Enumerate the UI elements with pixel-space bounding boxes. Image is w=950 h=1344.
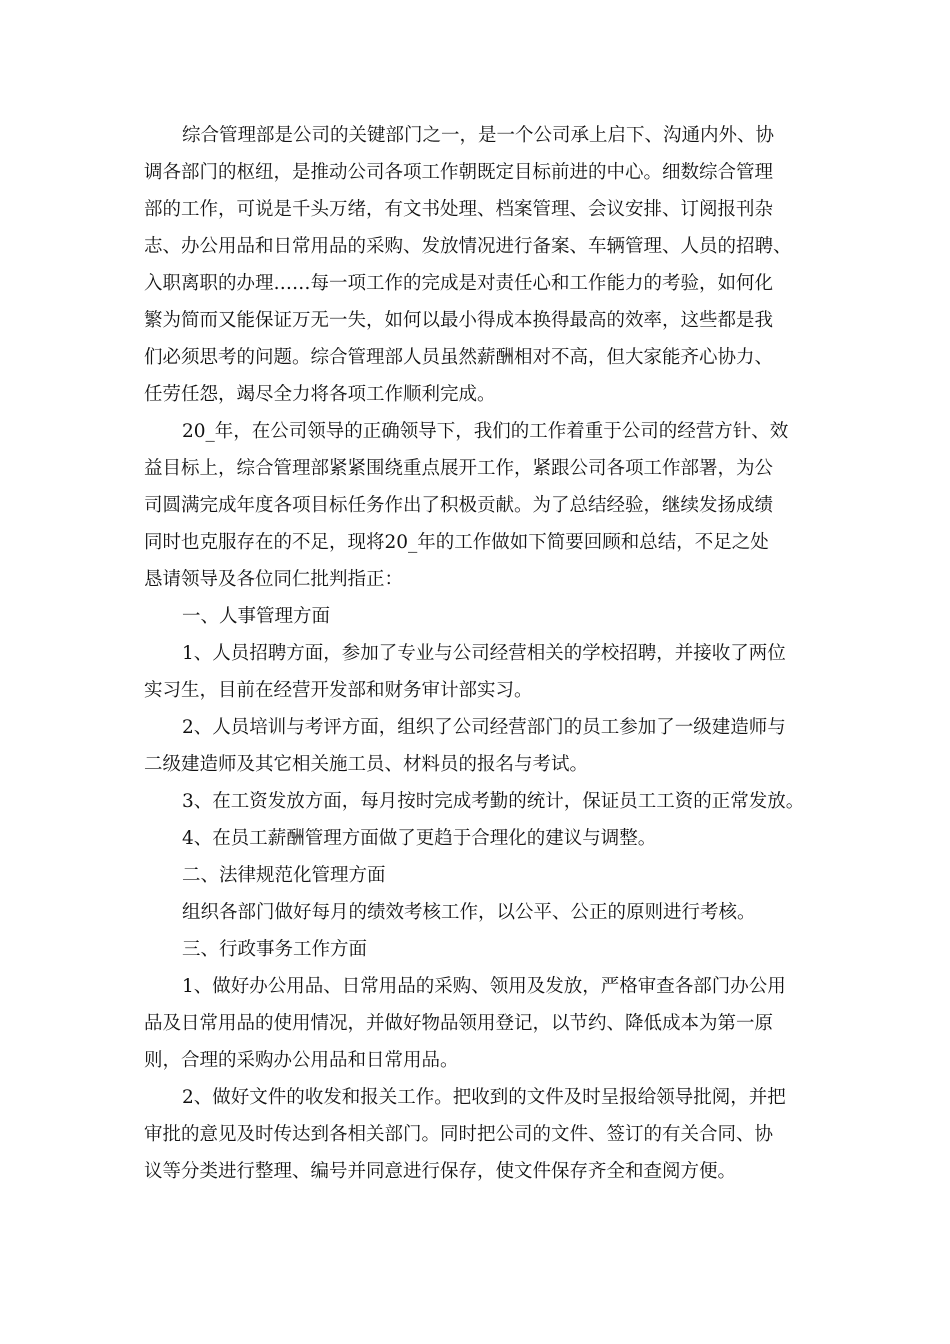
paragraph-intro-line-6: 繁为简而又能保证万无一失，如何以最小得成本换得最高的效率，这些都是我 bbox=[144, 310, 774, 331]
paragraph-summary-line-3: 司圆满完成年度各项目标任务作出了积极贡献。为了总结经验，继续发扬成绩 bbox=[144, 495, 774, 516]
hr-item-2-line-1: 2、人员培训与考评方面，组织了公司经营部门的员工参加了一级建造师与 bbox=[182, 717, 786, 738]
paragraph-intro-line-1: 综合管理部是公司的关键部门之一，是一个公司承上启下、沟通内外、协 bbox=[182, 125, 775, 146]
admin-item-1-line-1: 1、做好办公用品、日常用品的采购、领用及发放，严格审查各部门办公用 bbox=[182, 976, 786, 997]
section-heading-legal: 二、法律规范化管理方面 bbox=[182, 865, 386, 886]
paragraph-intro-line-5: 入职离职的办理……每一项工作的完成是对责任心和工作能力的考验，如何化 bbox=[144, 273, 774, 294]
legal-item: 组织各部门做好每月的绩效考核工作，以公平、公正的原则进行考核。 bbox=[182, 902, 756, 923]
paragraph-intro-line-4: 志、办公用品和日常用品的采购、发放情况进行备案、车辆管理、人员的招聘、 bbox=[144, 236, 792, 257]
hr-item-3: 3、在工资发放方面，每月按时完成考勤的统计，保证员工工资的正常发放。 bbox=[182, 791, 805, 812]
admin-item-2-line-1: 2、做好文件的收发和报关工作。把收到的文件及时呈报给领导批阅，并把 bbox=[182, 1087, 786, 1108]
admin-item-1-line-3: 则，合理的采购办公用品和日常用品。 bbox=[144, 1050, 459, 1071]
hr-item-1-line-1: 1、人员招聘方面，参加了专业与公司经营相关的学校招聘，并接收了两位 bbox=[182, 643, 786, 664]
hr-item-1-line-2: 实习生，目前在经营开发部和财务审计部实习。 bbox=[144, 680, 533, 701]
admin-item-1-line-2: 品及日常用品的使用情况，并做好物品领用登记，以节约、降低成本为第一原 bbox=[144, 1013, 774, 1034]
section-heading-hr: 一、人事管理方面 bbox=[182, 606, 331, 627]
paragraph-intro-line-7: 们必须思考的问题。综合管理部人员虽然薪酬相对不高，但大家能齐心协力、 bbox=[144, 347, 774, 368]
admin-item-2-line-3: 议等分类进行整理、编号并同意进行保存，使文件保存齐全和查阅方便。 bbox=[144, 1161, 737, 1182]
section-heading-admin: 三、行政事务工作方面 bbox=[182, 939, 368, 960]
hr-item-2-line-2: 二级建造师及其它相关施工员、材料员的报名与考试。 bbox=[144, 754, 589, 775]
admin-item-2-line-2: 审批的意见及时传达到各相关部门。同时把公司的文件、签订的有关合同、协 bbox=[144, 1124, 774, 1145]
hr-item-4: 4、在员工薪酬管理方面做了更趋于合理化的建议与调整。 bbox=[182, 828, 657, 849]
paragraph-intro-line-3: 部的工作，可说是千头万绪，有文书处理、档案管理、会议安排、订阅报刊杂 bbox=[144, 199, 774, 220]
paragraph-summary-line-4: 同时也克服存在的不足，现将20_年的工作做如下简要回顾和总结，不足之处 bbox=[144, 532, 769, 553]
paragraph-intro-line-2: 调各部门的枢纽，是推动公司各项工作朝既定目标前进的中心。细数综合管理 bbox=[144, 162, 774, 183]
paragraph-intro-line-8: 任劳任怨，竭尽全力将各项工作顺利完成。 bbox=[144, 384, 496, 405]
paragraph-summary-line-1: 20_年，在公司领导的正确领导下，我们的工作着重于公司的经营方针、效 bbox=[182, 421, 789, 442]
paragraph-summary-line-5: 恳请领导及各位同仁批判指正： bbox=[144, 569, 404, 590]
paragraph-summary-line-2: 益目标上，综合管理部紧紧围绕重点展开工作，紧跟公司各项工作部署，为公 bbox=[144, 458, 774, 479]
